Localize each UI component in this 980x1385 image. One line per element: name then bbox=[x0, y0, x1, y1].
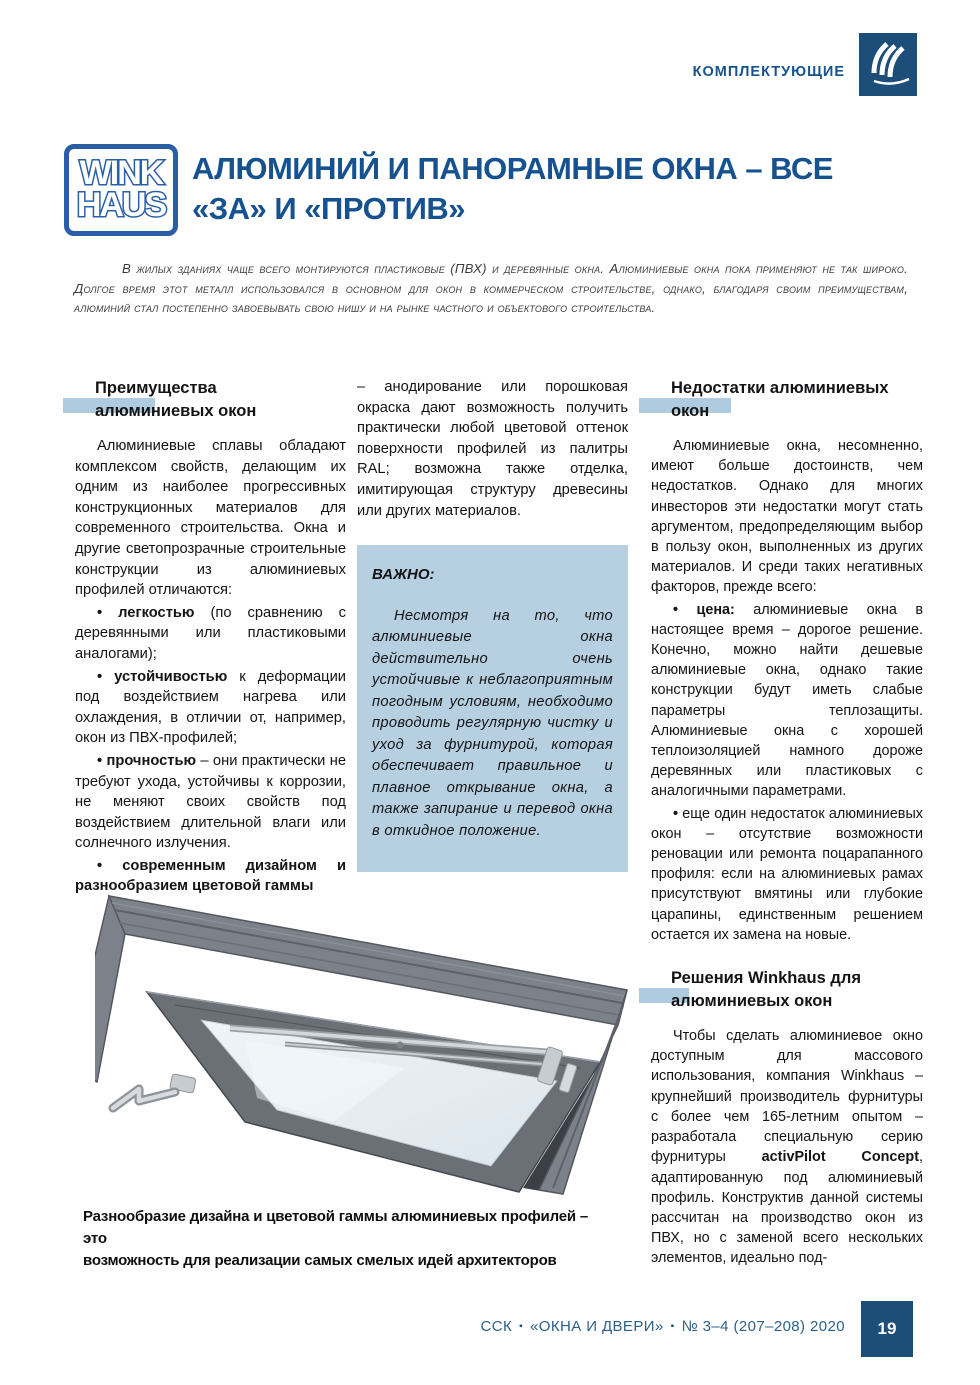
footer-issue: № 3–4 (207–208) 2020 bbox=[681, 1318, 845, 1335]
bullet-item bbox=[75, 603, 346, 665]
publisher-logo-badge bbox=[859, 33, 917, 96]
body-paragraph: Алюминиевые окна, несомненно, имеют больше достоинств, чем недостатков. Однако для многих инвесторов эти недостатки могут стать аргументом, предопределяющим выбор в пользу окон, выполненных из других материалов. И среди таких негативных факторов, прежде всего: bbox=[651, 438, 923, 596]
feather-swoosh-icon bbox=[859, 83, 917, 100]
intro-paragraph: В жилых зданиях чаще всего монтируются пластиковые (ПВХ) и деревянные окна. Алюминиевые окна пока применяют не так широко. Долгое время этот металл использовался в основном для окон в коммерческом строительстве, однако, благодаря своим преимуществам, алюминий стал постепенно завоевывать свою нишу и на рынке частного и объектового строительства. bbox=[74, 261, 908, 315]
bullet-lead: • устойчивостью bbox=[97, 668, 228, 685]
footer-separator-icon: ▪ bbox=[670, 1321, 675, 1332]
footer-magazine: «ОКНА И ДВЕРИ» bbox=[530, 1318, 664, 1335]
bullet-rest: (по сравнению с деревянными или пластиковыми аналогами); bbox=[75, 604, 346, 662]
paragraph-segment: , адаптированную под алюминиевый профиль. Конструктив данной системы рассчитан на производство окон из ПВХ, но с заменой всего нескольких элементов, идеально под- bbox=[651, 1149, 923, 1267]
body-paragraph: – анодирование или порошковая окраска дают возможность получить практически любой цветовой оттенок поверхности профилей из палитры RAL; возможна также отделка, имитирующая структуру древесины или других материалов. bbox=[357, 379, 628, 519]
heading-line: Недостатки алюминиевых bbox=[671, 379, 889, 397]
heading-line: Преимущества bbox=[95, 379, 217, 397]
important-box bbox=[357, 545, 628, 872]
article-title-line1: АЛЮМИНИЙ И ПАНОРАМНЫЕ ОКНА – ВСЕ bbox=[192, 151, 833, 186]
bullet-rest: алюминиевые окна в настоящее время – дорогое решение. Конечно, можно найти дешевые алюминиевые окна, однако такие конструкции будут иметь слабые параметры теплозащиты. Алюминиевые окна с хорошей теплоизоляцией намного дороже деревянных или пластиковых с аналогичными параметрами. bbox=[651, 601, 923, 800]
bullet-item bbox=[651, 804, 923, 945]
section-heading-advantages bbox=[75, 377, 346, 423]
winkhaus-logo bbox=[64, 144, 178, 236]
heading-line: алюминиевых окон bbox=[95, 402, 257, 420]
important-box-body: Несмотря на то, что алюминиевые окна действительно очень устойчивые к неблагоприятным погодным условиям, необходимо проводить регулярную чистку и уход за фурнитурой, которая обеспечивает правильное и плавное открывание окна, а также запирание и перевод окна в откидное положение. bbox=[372, 607, 613, 839]
category-label: КОМПЛЕКТУЮЩИЕ bbox=[692, 64, 845, 80]
bullet-lead: • прочностью bbox=[97, 752, 197, 769]
bullet-rest: – они практически не требуют ухода, устойчивы к коррозии, не меняют своих свойств под воздействием длительной влаги или солнечного излучения. bbox=[75, 752, 346, 852]
footer-separator-icon: ▪ bbox=[519, 1321, 524, 1332]
section-heading-winkhaus-solutions bbox=[651, 967, 923, 1013]
bullet-lead: • легкостью bbox=[97, 604, 195, 621]
winkhaus-logo-line1: WINK bbox=[79, 154, 163, 193]
photo-caption bbox=[83, 1206, 603, 1272]
bullet-rest: еще один недостаток алюминиевых окон – отсутствие возможности реновации или ремонта поцарапанного профиля: если на алюминиевых рамах присутствуют вмятины или глубокие царапины, единственным решением остается их замена на новые. bbox=[651, 805, 923, 943]
winkhaus-logo-line2: HAUS bbox=[76, 186, 166, 224]
column-right bbox=[651, 377, 923, 1271]
bullet-item bbox=[75, 751, 346, 854]
body-paragraph bbox=[651, 1026, 923, 1268]
article-title bbox=[192, 149, 932, 229]
tilted-aluminum-window-photo bbox=[95, 870, 640, 1195]
bullet-lead: • современным дизайном и разнообразием цветовой гаммы bbox=[75, 857, 346, 895]
bullet-item bbox=[651, 600, 923, 802]
column-middle bbox=[357, 377, 628, 872]
footer bbox=[300, 1318, 845, 1335]
body-paragraph: Алюминиевые сплавы обладают комплексом свойств, делающим их одним из наиболее прогрессивных конструкционных материалов для современного строительства. Окна и другие светопрозрачные строительные конструкции из алюминиевых профилей отличаются: bbox=[75, 438, 346, 599]
column-left bbox=[75, 377, 346, 899]
heading-line: алюминиевых окон bbox=[671, 992, 833, 1011]
section-heading-disadvantages bbox=[651, 377, 923, 423]
footer-journal: ССК bbox=[480, 1318, 513, 1335]
photo-caption-line1: Разнообразие дизайна и цветовой гаммы алюминиевых профилей – это bbox=[83, 1208, 588, 1247]
heading-line: окон bbox=[671, 402, 710, 420]
bullet-item bbox=[75, 667, 346, 749]
important-box-title: ВАЖНО: bbox=[372, 566, 435, 584]
paragraph-segment: Чтобы сделать алюминиевое окно доступным для массового использования, компания Winkhaus – крупнейший производитель фурнитуры с более чем 165-летним опытом – разработала специальную серию фурнитуры bbox=[651, 1028, 923, 1166]
bullet-rest: к деформации под воздействием нагрева или охлаждения, в отличии от, например, окон из ПВХ-профилей; bbox=[75, 668, 346, 747]
bullet-lead: • bbox=[673, 805, 679, 822]
product-name-bold: activPilot Concept bbox=[761, 1149, 919, 1166]
photo-caption-line2: возможность для реализации самых смелых идей архитекторов bbox=[83, 1252, 557, 1269]
page-number-badge: 19 bbox=[861, 1301, 913, 1357]
article-title-line2: «ЗА» И «ПРОТИВ» bbox=[192, 191, 466, 226]
window-handle bbox=[113, 1074, 196, 1108]
heading-line: Решения Winkhaus для bbox=[671, 969, 861, 988]
bullet-lead: • цена: bbox=[673, 601, 735, 618]
